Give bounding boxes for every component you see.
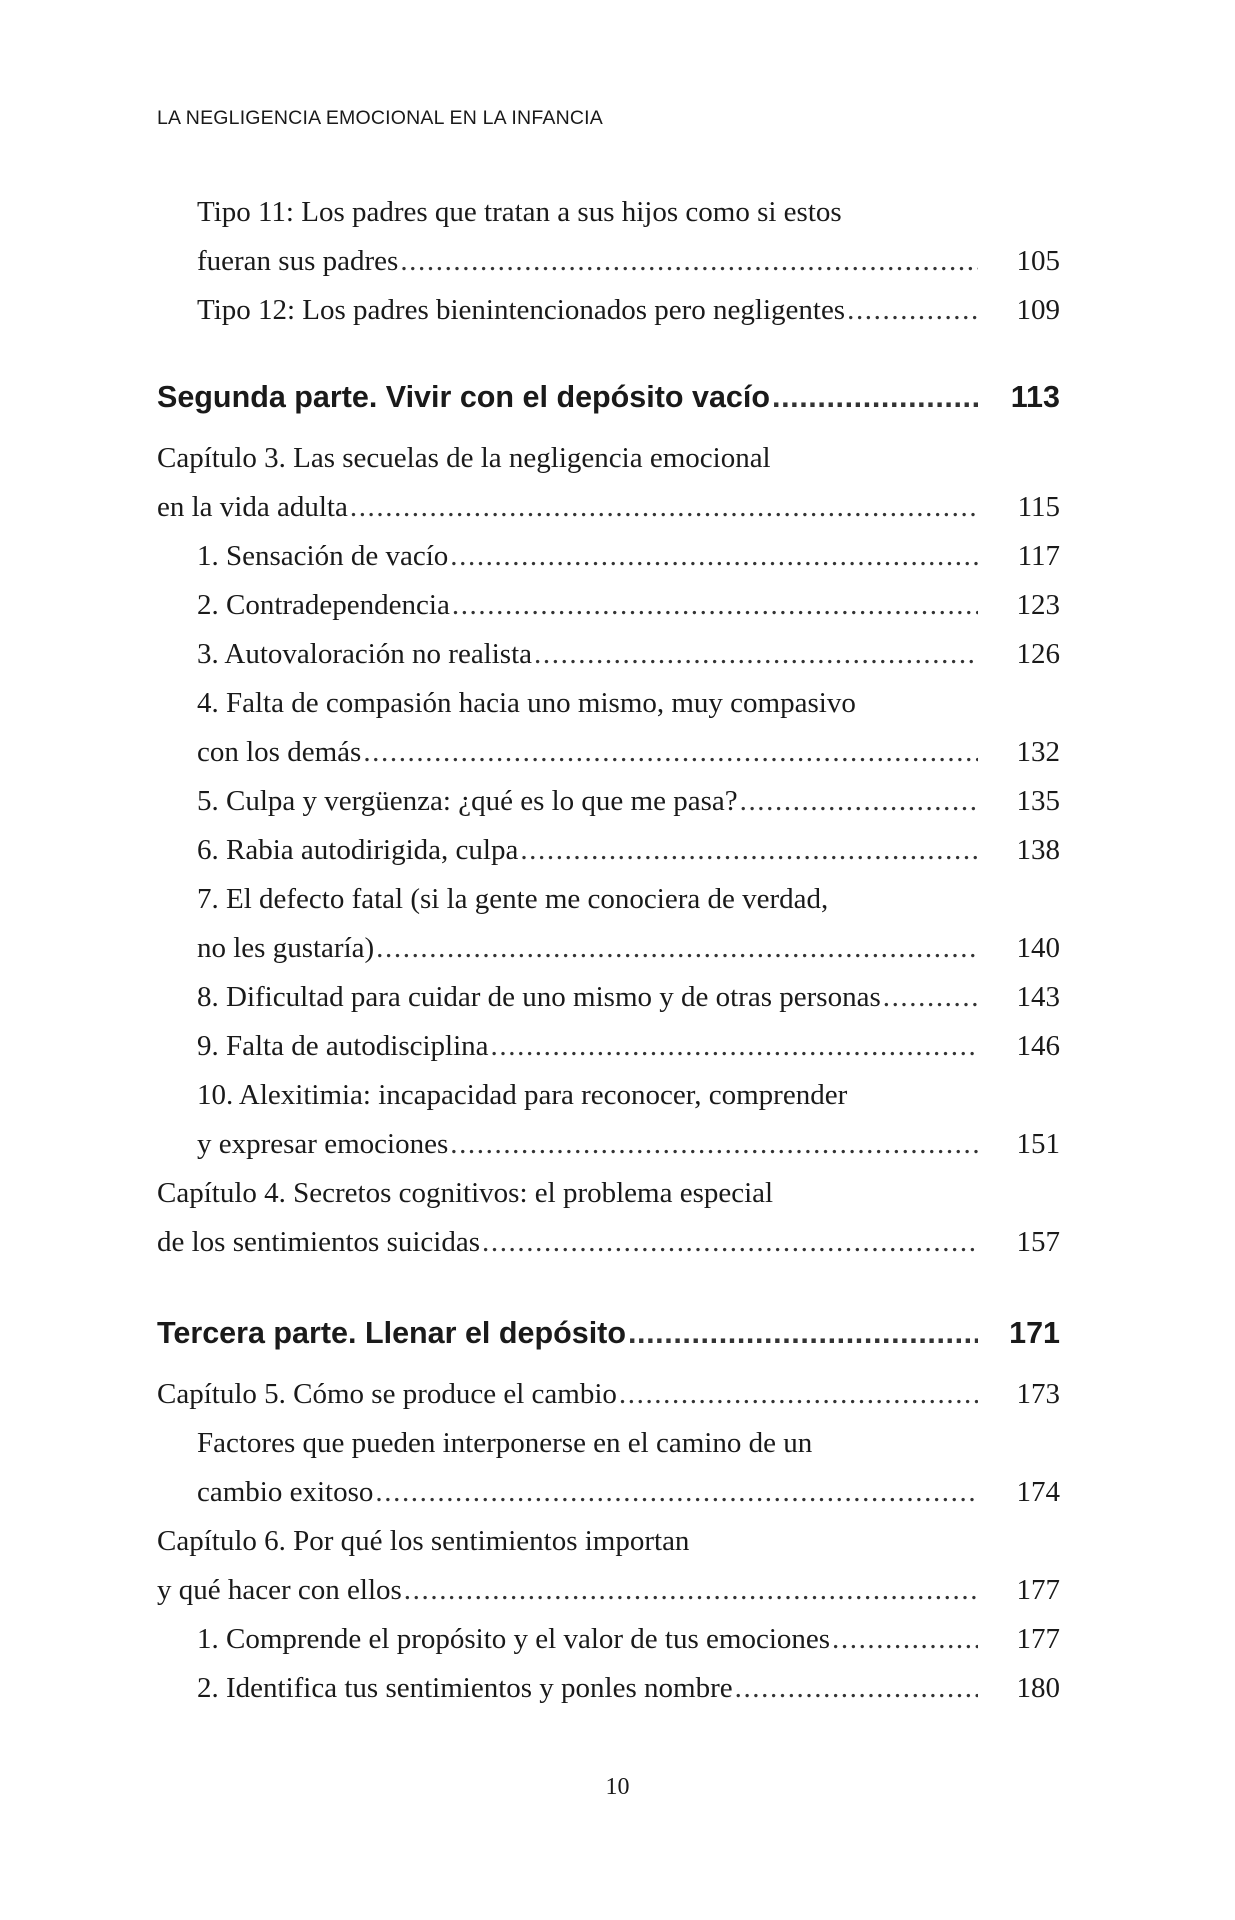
toc-entry-text: en la vida adulta	[157, 491, 348, 523]
dot-leader	[772, 382, 978, 413]
page-folio: 10	[605, 1774, 630, 1800]
dot-leader	[482, 1228, 978, 1257]
toc-entry-text: 7. El defecto fatal (si la gente me conociera de verdad,	[197, 883, 829, 915]
dot-leader	[628, 1318, 978, 1349]
toc-part-heading[interactable]	[157, 382, 978, 413]
toc-entry[interactable]	[157, 1228, 978, 1257]
toc-page-number: 177	[1016, 1574, 1060, 1606]
toc-entry-text: fueran sus padres	[197, 245, 399, 277]
toc-part-title: Segunda parte. Vivir con el depósito vacío	[157, 380, 770, 414]
toc-entry[interactable]	[197, 1130, 978, 1159]
toc-entry-text: 2. Identifica tus sentimientos y ponles nombre	[197, 1672, 733, 1704]
dot-leader	[491, 1032, 978, 1061]
dot-leader	[350, 493, 978, 522]
toc-page-number: 180	[1016, 1672, 1060, 1704]
toc-page-number: 146	[1016, 1030, 1060, 1062]
toc-entry[interactable]	[157, 493, 978, 522]
toc-page-number: 123	[1016, 589, 1060, 621]
toc-entry-text: Tipo 12: Los padres bienintencionados pero negligentes	[197, 294, 846, 326]
dot-leader	[847, 296, 978, 325]
toc-entry-text: no les gustaría)	[197, 932, 375, 964]
toc-entry-text: Capítulo 6. Por qué los sentimientos importan	[157, 1525, 690, 1557]
dot-leader	[400, 247, 978, 276]
toc-entry[interactable]	[197, 1478, 978, 1507]
dot-leader	[619, 1380, 978, 1409]
dot-leader	[450, 542, 978, 571]
dot-leader	[735, 1674, 978, 1703]
dot-leader	[520, 836, 978, 865]
dot-leader	[376, 934, 978, 963]
toc-entry[interactable]	[197, 247, 978, 276]
toc-entry-text: Capítulo 3. Las secuelas de la negligencia emocional	[157, 442, 771, 474]
toc-page-number: 126	[1016, 638, 1060, 670]
dot-leader	[375, 1478, 978, 1507]
toc-page-number: 135	[1016, 785, 1060, 817]
toc-page-number: 105	[1016, 245, 1060, 277]
toc-entry[interactable]	[157, 1576, 978, 1605]
toc-page-number: 143	[1016, 981, 1060, 1013]
dot-leader	[534, 640, 978, 669]
toc-entry-text: de los sentimientos suicidas	[157, 1226, 480, 1258]
dot-leader	[404, 1576, 978, 1605]
toc-page-number: 109	[1016, 294, 1060, 326]
dot-leader	[832, 1625, 978, 1654]
toc-page-number: 151	[1016, 1128, 1060, 1160]
toc-entry-text: 2. Contradependencia	[197, 589, 450, 621]
toc-entry[interactable]	[197, 1625, 978, 1654]
running-head: LA NEGLIGENCIA EMOCIONAL EN LA INFANCIA	[157, 107, 603, 129]
toc-page-number: 157	[1016, 1226, 1060, 1258]
dot-leader	[450, 1130, 978, 1159]
toc-entry-text: Tipo 11: Los padres que tratan a sus hijos como si estos	[197, 196, 842, 228]
toc-page-number: 138	[1016, 834, 1060, 866]
toc-entry[interactable]	[197, 591, 978, 620]
dot-leader	[363, 738, 978, 767]
toc-entry-text: y expresar emociones	[197, 1128, 449, 1160]
toc-page-number: 115	[1017, 491, 1060, 523]
toc-page-number: 177	[1016, 1623, 1060, 1655]
toc-page-number: 117	[1017, 540, 1060, 572]
toc-part-title: Tercera parte. Llenar el depósito	[157, 1316, 626, 1350]
toc-page-number: 113	[1010, 380, 1060, 414]
toc-entry-text: 9. Falta de autodisciplina	[197, 1030, 489, 1062]
toc-entry[interactable]	[197, 787, 978, 816]
toc-entry-text: 8. Dificultad para cuidar de uno mismo y de otras personas	[197, 981, 881, 1013]
toc-entry-text: Factores que pueden interponerse en el camino de un	[197, 1427, 813, 1459]
toc-page-number: 173	[1016, 1378, 1060, 1410]
toc-page-number: 174	[1016, 1476, 1060, 1508]
dot-leader	[452, 591, 978, 620]
toc-entry-text: Capítulo 4. Secretos cognitivos: el problema especial	[157, 1177, 774, 1209]
toc-entry-text: 1. Sensación de vacío	[197, 540, 449, 572]
toc-entry-text: 5. Culpa y vergüenza: ¿qué es lo que me pasa?	[197, 785, 738, 817]
toc-entry-text: 10. Alexitimia: incapacidad para reconocer, comprender	[197, 1079, 848, 1111]
toc-entry[interactable]	[197, 296, 978, 325]
dot-leader	[883, 983, 978, 1012]
toc-page-number: 132	[1016, 736, 1060, 768]
toc-entry[interactable]	[197, 1674, 978, 1703]
toc-part-heading[interactable]	[157, 1318, 978, 1349]
toc-entry[interactable]	[197, 1032, 978, 1061]
toc-entry[interactable]	[197, 934, 978, 963]
toc-entry-text: Capítulo 5. Cómo se produce el cambio	[157, 1378, 617, 1410]
toc-entry[interactable]	[197, 983, 978, 1012]
toc-page-number: 171	[1009, 1316, 1060, 1350]
toc-entry-text: cambio exitoso	[197, 1476, 374, 1508]
toc-entry[interactable]	[157, 1380, 978, 1409]
toc-entry-text: 1. Comprende el propósito y el valor de tus emociones	[197, 1623, 831, 1655]
toc-entry-text: 3. Autovaloración no realista	[197, 638, 533, 670]
toc-entry[interactable]	[197, 836, 978, 865]
toc-entry[interactable]	[197, 542, 978, 571]
toc-entry[interactable]	[197, 640, 978, 669]
dot-leader	[740, 787, 978, 816]
toc-page-number: 140	[1016, 932, 1060, 964]
toc-entry-text: 4. Falta de compasión hacia uno mismo, muy compasivo	[197, 687, 856, 719]
toc-entry-text: y qué hacer con ellos	[157, 1574, 402, 1606]
toc-entry[interactable]	[197, 738, 978, 767]
toc-entry-text: con los demás	[197, 736, 362, 768]
toc-entry-text: 6. Rabia autodirigida, culpa	[197, 834, 519, 866]
